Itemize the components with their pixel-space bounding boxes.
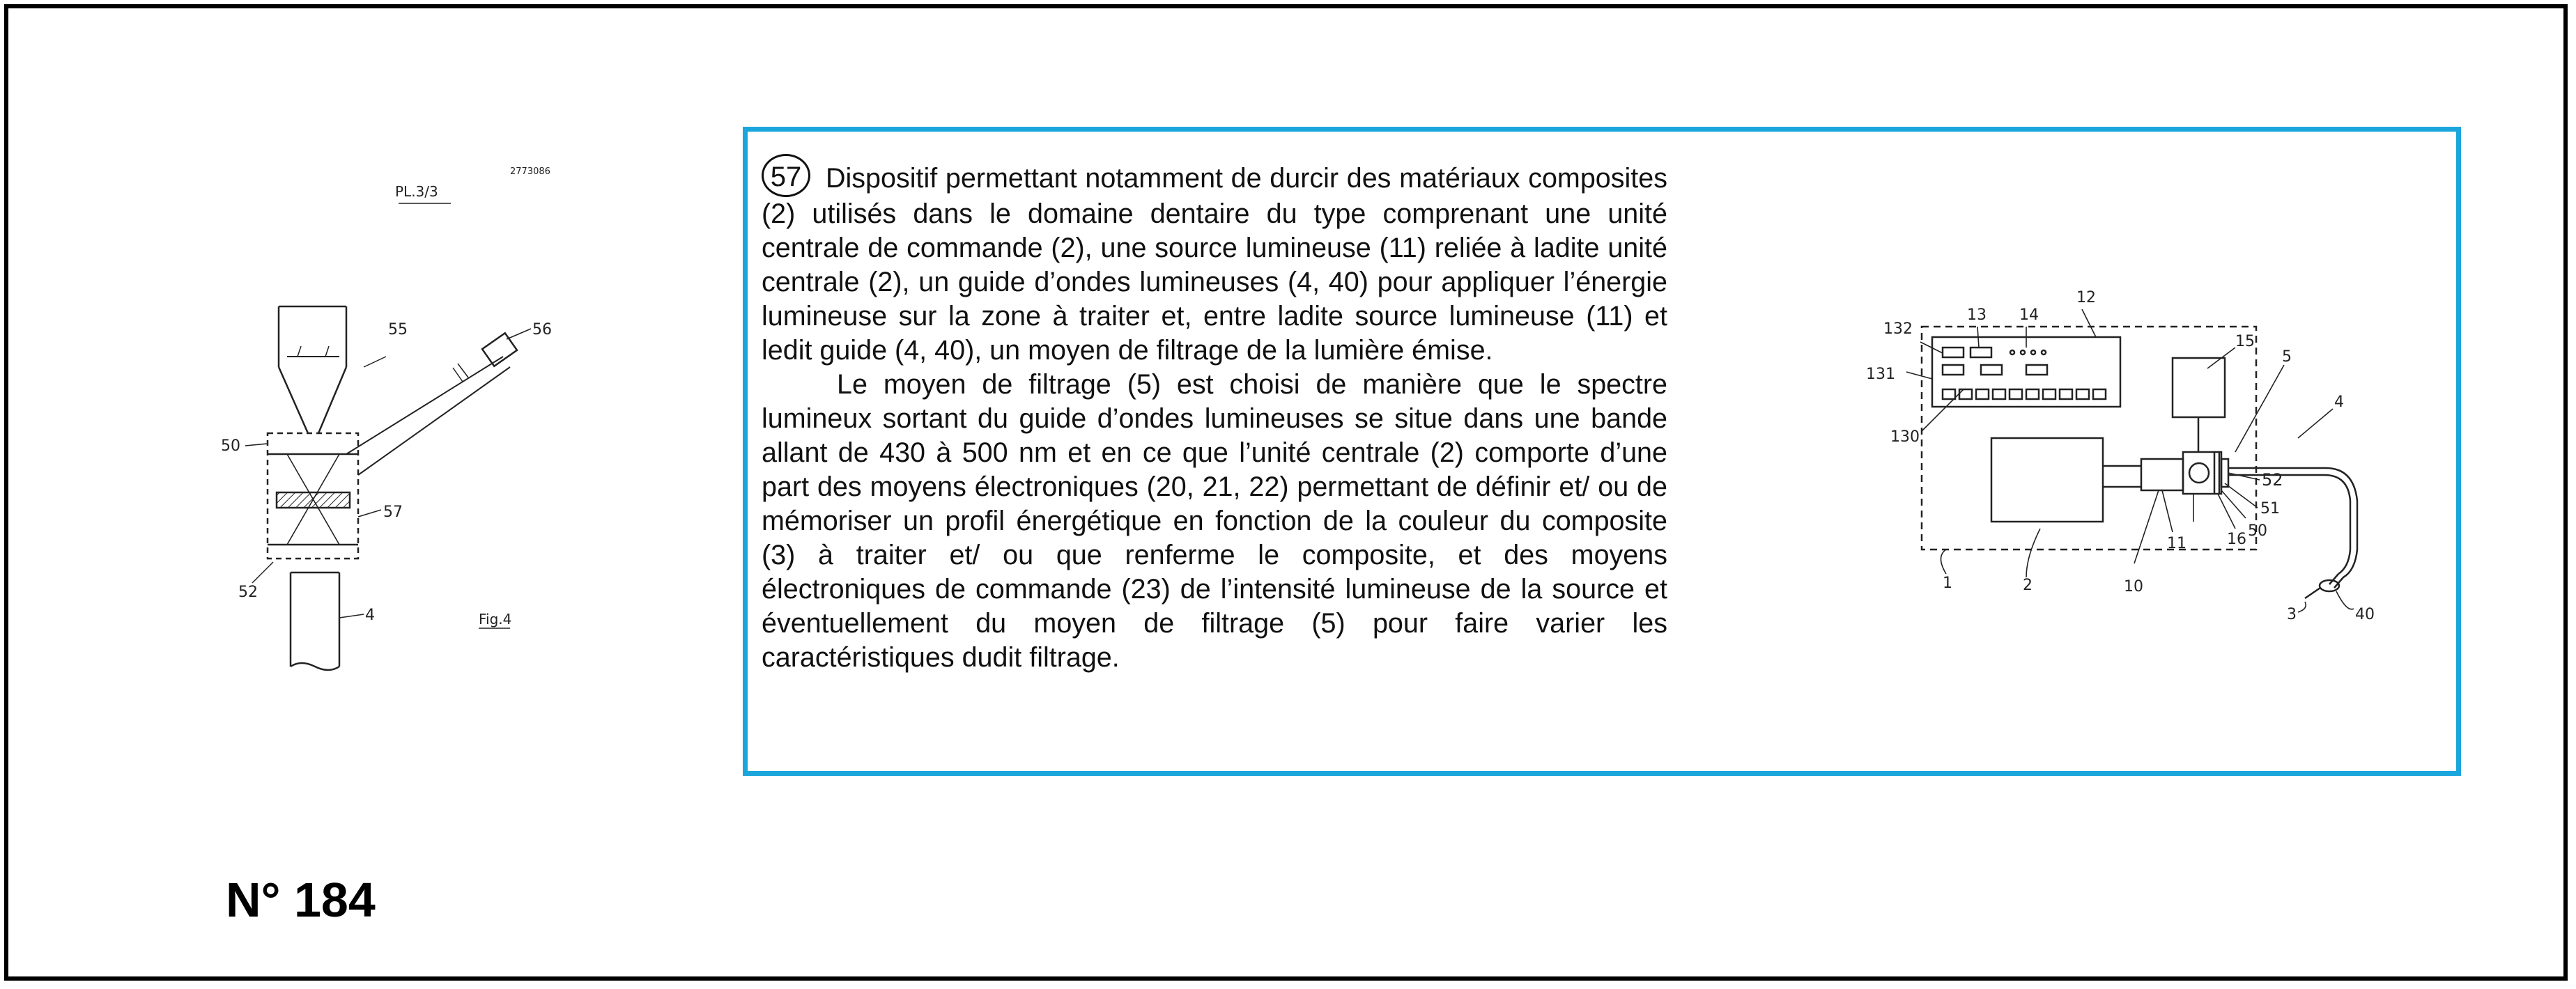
label-57: 57 (383, 504, 403, 521)
abstract-panel (743, 127, 2461, 776)
ref-number: 2773086 (510, 166, 550, 177)
abstract-paragraph-1-text: Dispositif permettant notamment de durcir des matériaux composites (2) utilisés dans le domaine dentaire du type comprenant une unité centrale de commande (2), une source lumineuse (11) reliée à ladite unité centrale (2), un guide d’ondes lumineuses (4, 40) pour appliquer l’énergie lumineuse sur la zone à traiter et, entre ladite source lumineuse (11) et ledit guide (4, 40), un moyen de filtrage de la lumière émise. (762, 163, 1667, 366)
label-131: 131 (1866, 366, 1895, 383)
label-1: 1 (1943, 575, 1952, 592)
label-10: 10 (2124, 578, 2143, 595)
label-16: 16 (2227, 531, 2246, 548)
document-number-label: N° 184 (226, 873, 376, 927)
label-15: 15 (2235, 333, 2255, 350)
patent-figure-4 (203, 127, 705, 684)
label-130: 130 (1890, 428, 1920, 446)
abstract-paragraph-2: Le moyen de filtrage (5) est choisi de manière que le spectre lumineux sortant du guide d’ondes lumineuses se situe dans une bande allant de 430 à 500 nm et en ce que l’unité centrale (2) comporte d’une part des moyens électroniques (20, 21, 22) permettant de définir et/ ou de mémoriser un profil énergétique en fonction de la couleur du composite (3) à traiter et/ ou que renferme le composite, et des moyens électroniques de commande (23) de l’intensité lumineuse de la source et éventuellement du moyen de filtrage (5) pour faire varier les caractéristiques dudit filtrage. (762, 369, 1667, 673)
label-14: 14 (2019, 306, 2039, 324)
label-56: 56 (532, 321, 552, 338)
label-55: 55 (388, 321, 408, 338)
abstract-paragraph-1 (762, 154, 1667, 368)
abstract-code-badge: 57 (762, 154, 810, 197)
sheet-label: PL.3/3 (395, 183, 438, 200)
label-11: 11 (2167, 535, 2186, 552)
page-frame (4, 4, 2568, 981)
label-12: 12 (2076, 289, 2096, 306)
label-132: 132 (1883, 320, 1913, 338)
label-50: 50 (221, 437, 240, 455)
label-50: 50 (2248, 522, 2267, 540)
label-5: 5 (2282, 348, 2292, 366)
label-52: 52 (238, 584, 258, 601)
label-3: 3 (2287, 606, 2297, 623)
label-52: 52 (2262, 470, 2283, 490)
label-4: 4 (365, 607, 375, 624)
label-2: 2 (2023, 577, 2033, 594)
label-13: 13 (1967, 306, 1987, 324)
patent-figure-device (1817, 222, 2430, 675)
label-51: 51 (2260, 500, 2280, 517)
abstract-text (762, 154, 1667, 675)
fig-label: Fig.4 (479, 611, 512, 628)
label-40: 40 (2355, 606, 2375, 623)
label-4: 4 (2334, 394, 2344, 411)
